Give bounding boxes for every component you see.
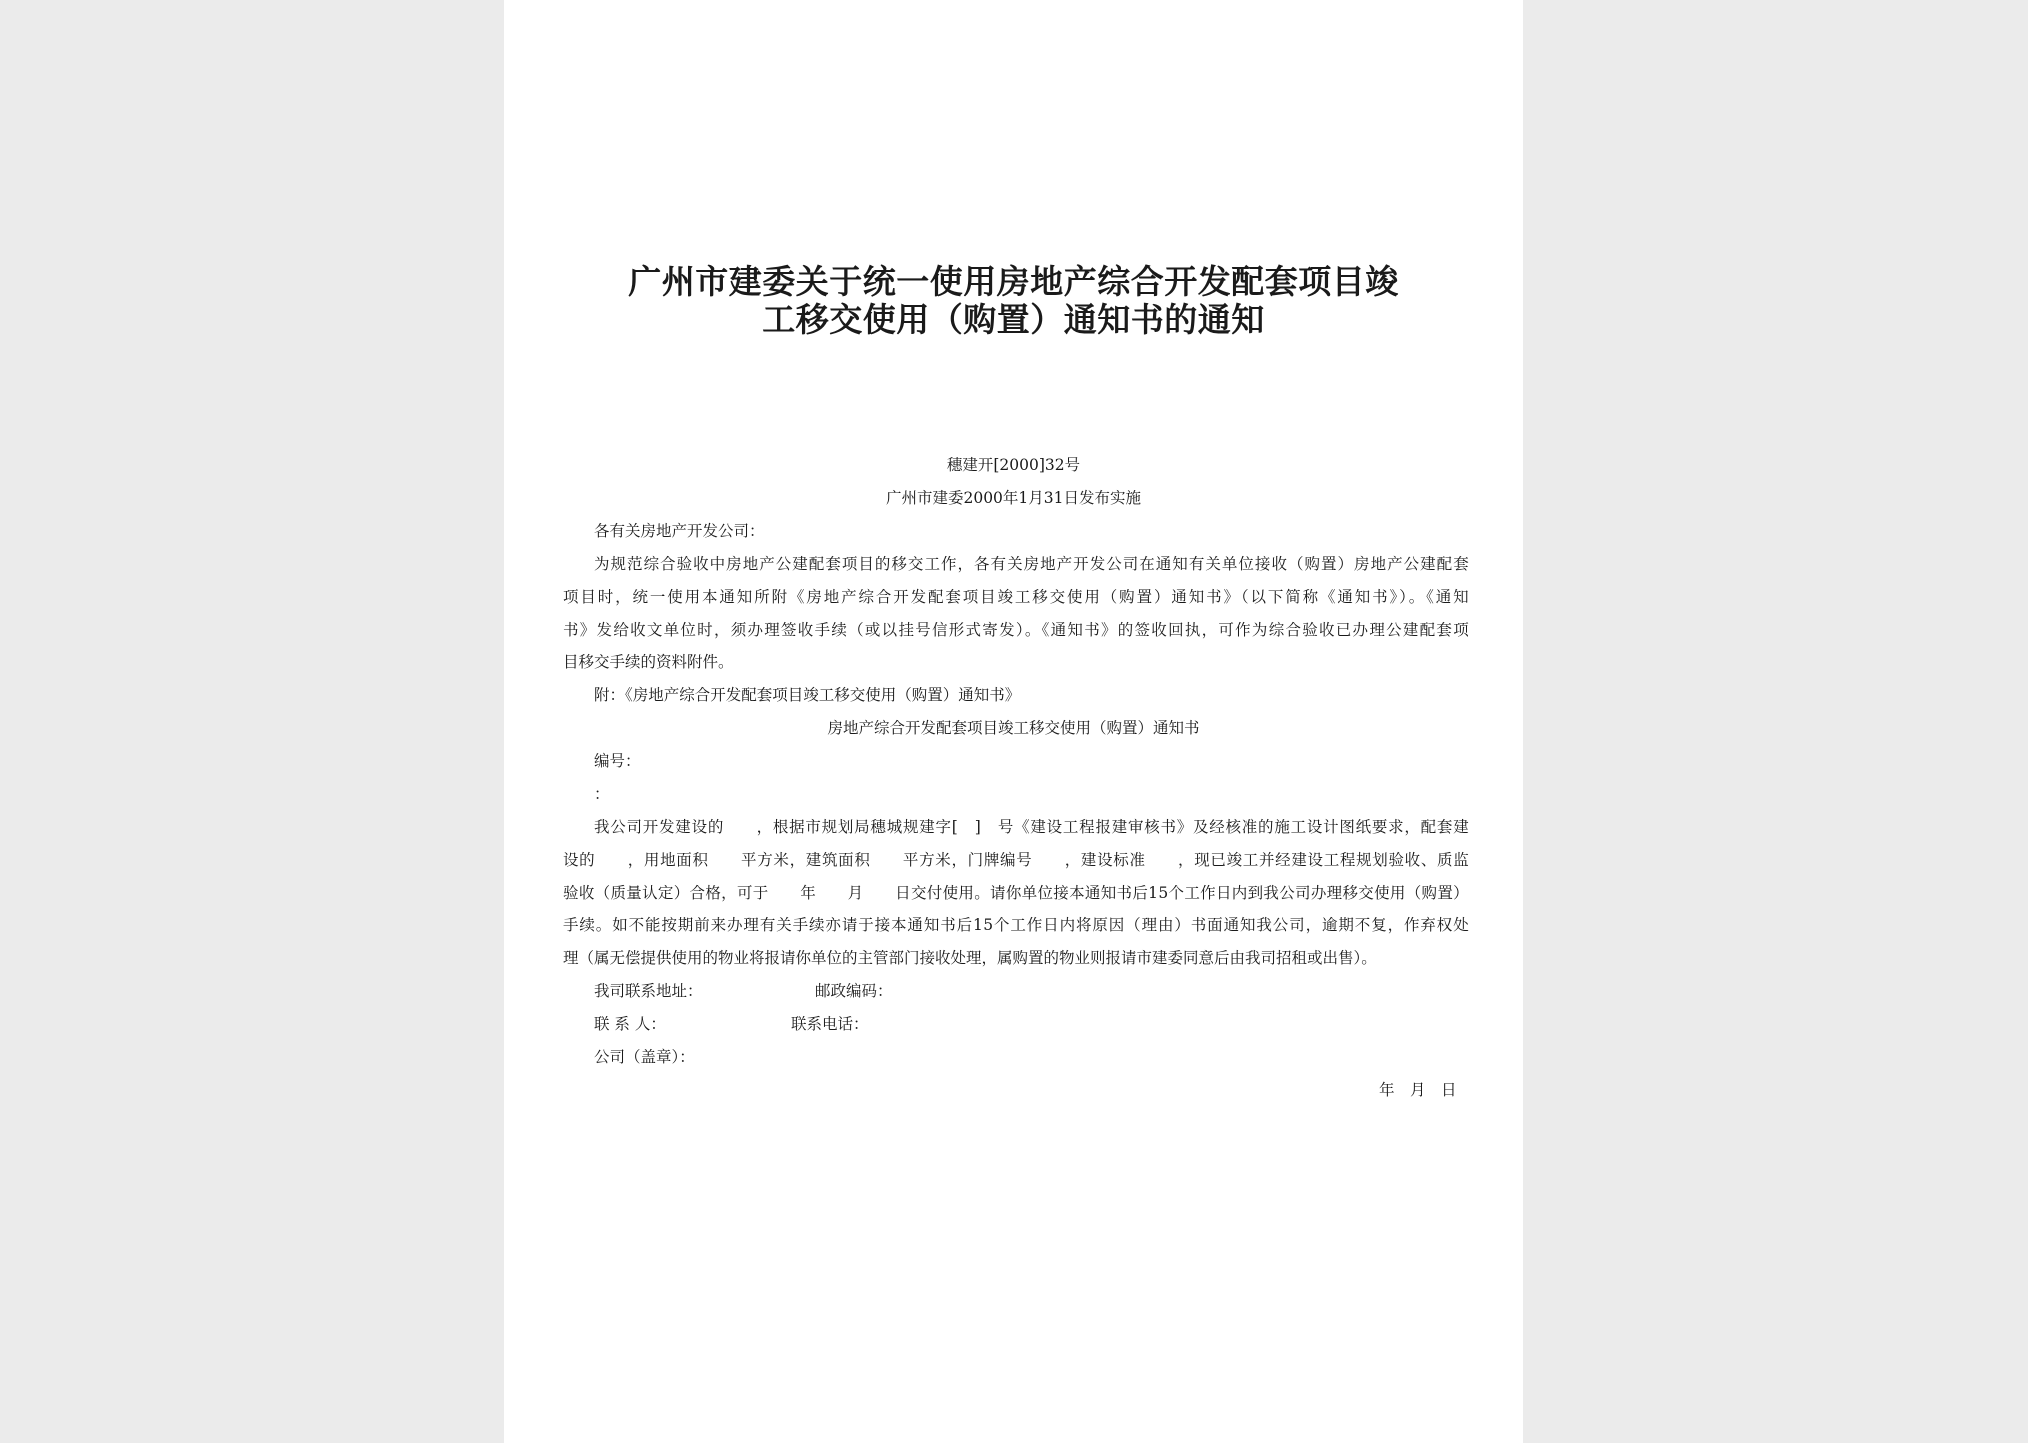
paragraph-1-line-1: 为规范综合验收中房地产公建配套项目的移交工作，各有关房地产开发公司在通知有关单位接收（购置）房地产公建配套 [594,555,1469,573]
form-body-line-5: 理（属无偿提供使用的物业将报请你单位的主管部门接收处理，属购置的物业则报请市建委同意后由我司招租或出售）。 [563,949,1377,967]
paragraph-1-line-2: 项目时，统一使用本通知所附《房地产综合开发配套项目竣工移交使用（购置）通知书》（以下简称《通知书》）。《通知 [563,588,1469,606]
issuer-line: 广州市建委2000年1月31日发布实施 [885,489,1142,507]
phone-label: 联系电话： [791,1015,869,1033]
document-number: 穗建开[2000]32号 [946,456,1081,474]
attachment-line: 附：《房地产综合开发配套项目竣工移交使用（购置）通知书》 [594,686,1021,704]
form-body-line-4: 手续。如不能按期前来办理有关手续亦请于接本通知书后15个工作日内将原因（理由）书面通知我公司，逾期不复，作弃权处 [563,916,1469,934]
paragraph-1-line-4: 目移交手续的资料附件。 [563,653,734,671]
document-page [504,0,1523,1443]
address-label: 我司联系地址： [594,982,703,1000]
contact-person-label: 联 系 人： [594,1015,666,1033]
salutation: 各有关房地产开发公司： [594,522,765,540]
document-title-line-1: 广州市建委关于统一使用房地产综合开发配套项目竣 [628,262,1399,301]
paragraph-1-line-3: 书》发给收文单位时，须办理签收手续（或以挂号信形式寄发）。《通知书》的签收回执，可作为综合验收已办理公建配套项 [563,621,1469,639]
form-number-label: 编号： [594,752,641,770]
form-body-line-3: 验收（质量认定）合格，可于 年 月 日交付使用。请你单位接本通知书后15个工作日内到我公司办理移交使用（购置） [563,884,1469,902]
postcode-label: 邮政编码： [815,982,893,1000]
form-body-line-1: 我公司开发建设的 ，根据市规划局穗城规建字[ ] 号《建设工程报建审核书》及经核准的施工设计图纸要求，配套建 [594,818,1469,836]
form-recipient-colon: ： [594,785,610,803]
form-body-line-2: 设的 ，用地面积 平方米，建筑面积 平方米，门牌编号 ，建设标准 ，现已竣工并经建设工程规划验收、质监 [563,851,1469,869]
form-title: 房地产综合开发配套项目竣工移交使用（购置）通知书 [827,719,1200,737]
date-label: 年 月 日 [1379,1081,1457,1099]
document-title-line-2: 工移交使用（购置）通知书的通知 [762,300,1265,339]
company-seal-label: 公司（盖章）： [594,1048,695,1066]
